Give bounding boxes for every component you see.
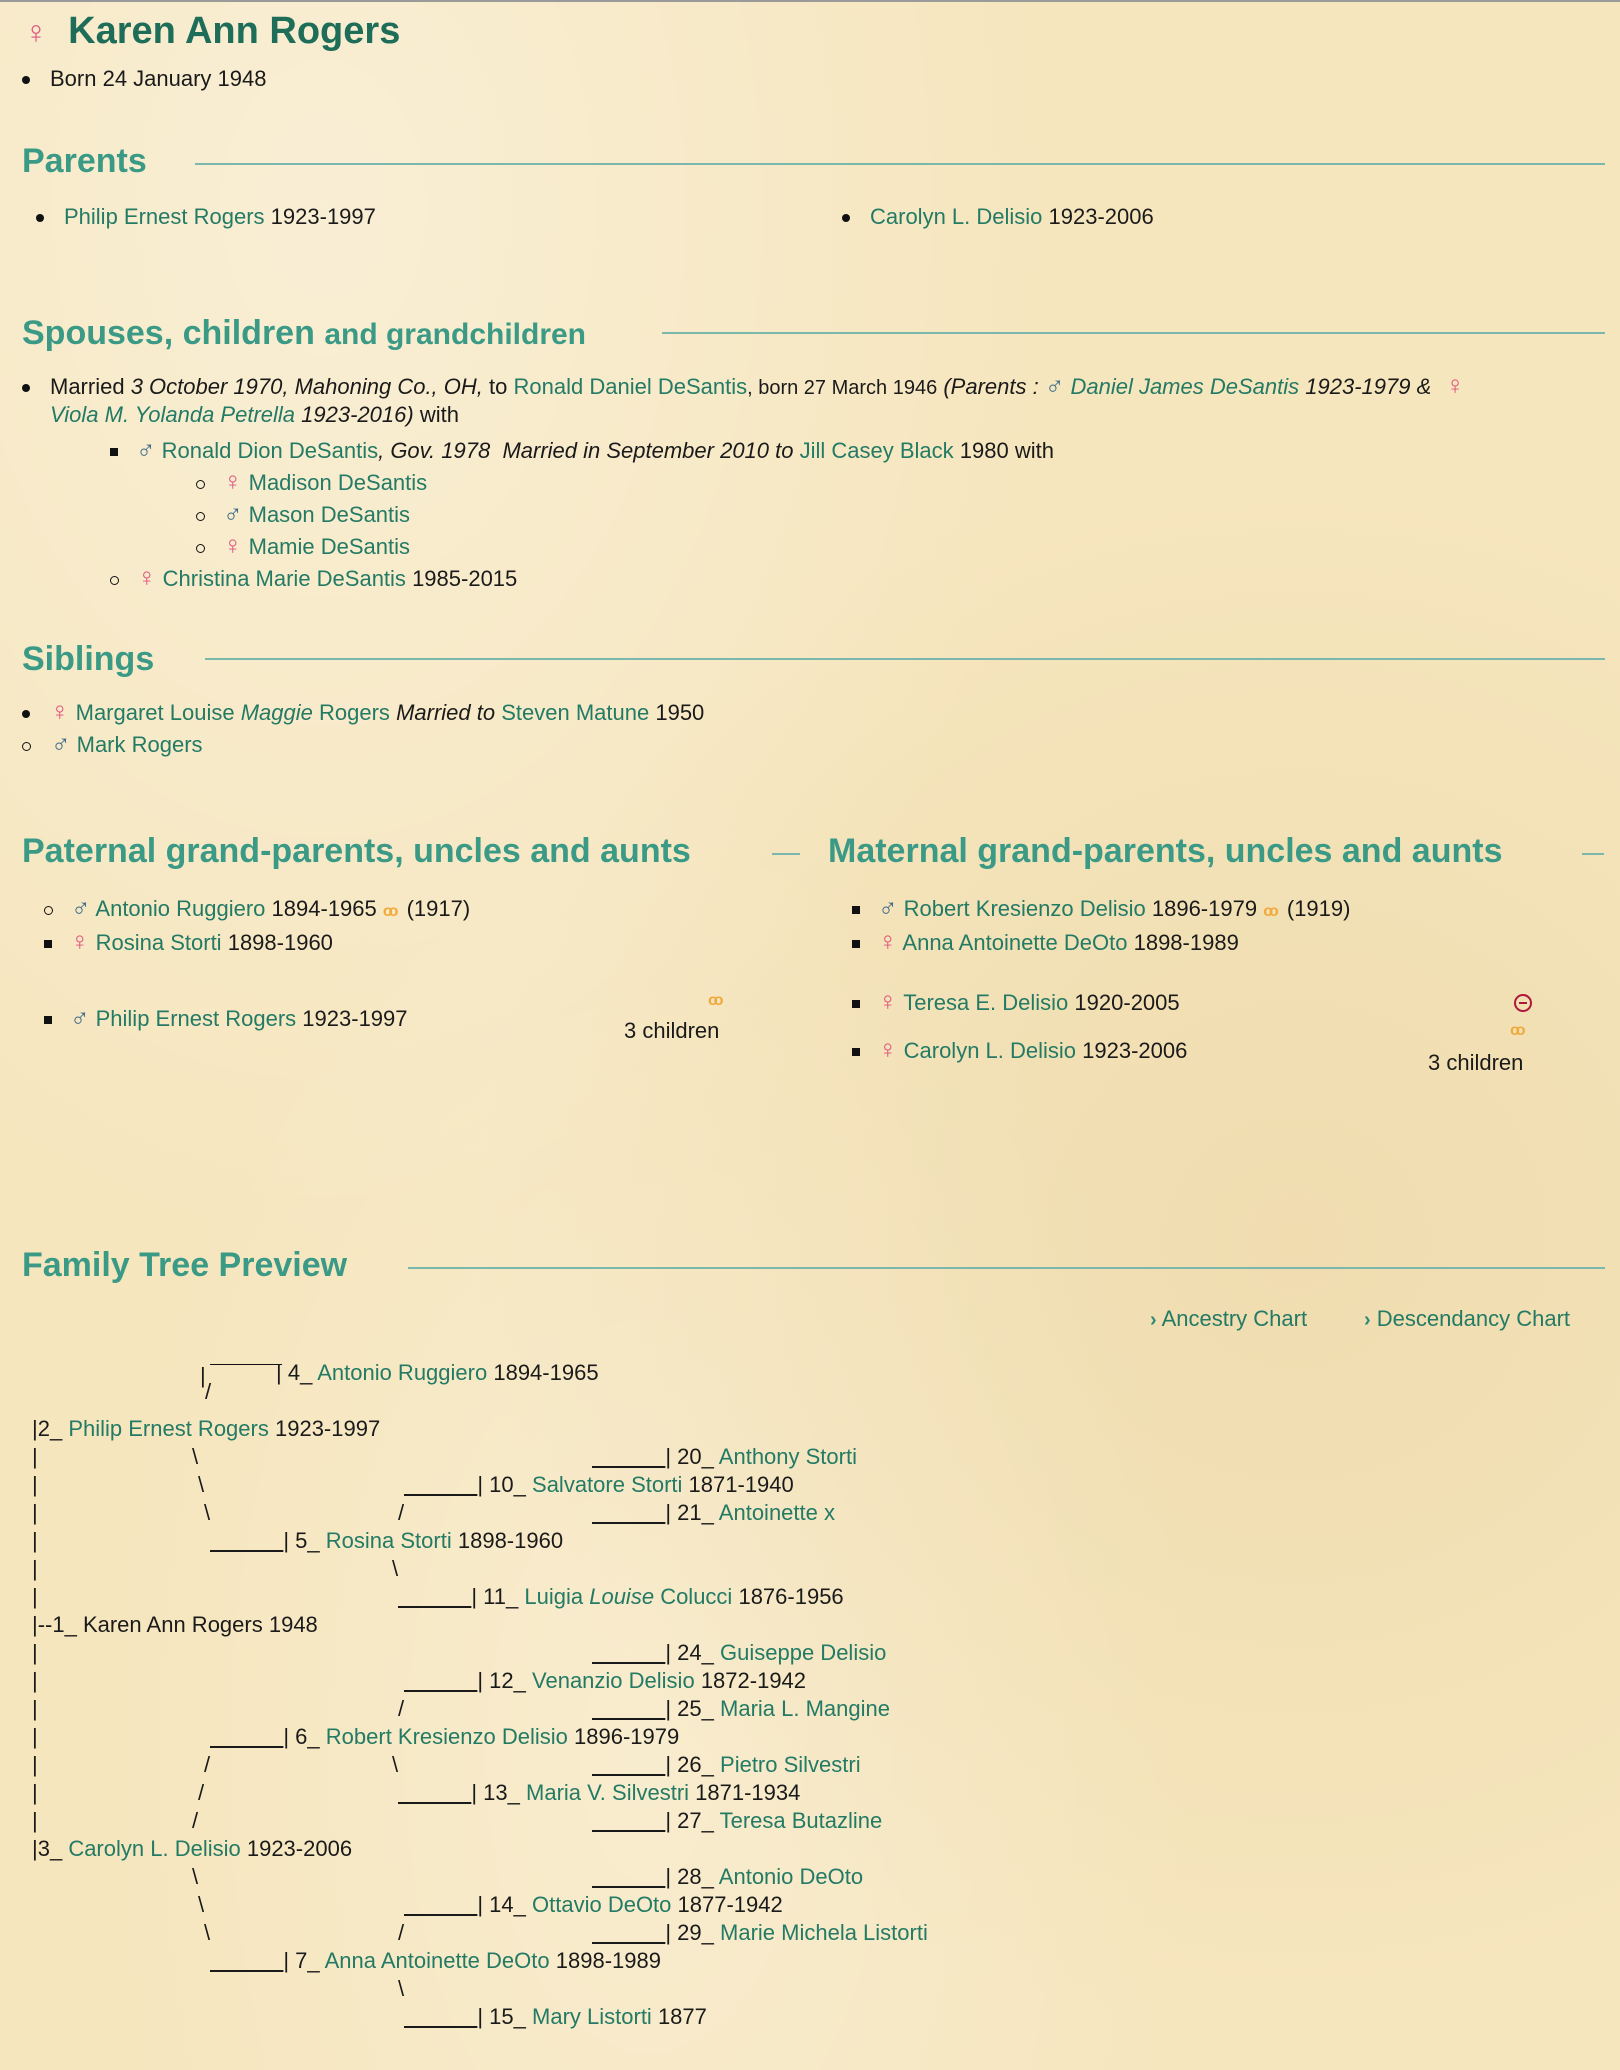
tree-branch: | [32, 1668, 38, 1693]
mother-link[interactable]: Carolyn L. Delisio [870, 204, 1043, 229]
tree-person-link[interactable]: Salvatore Storti [532, 1472, 683, 1497]
tree-branch: | [32, 1528, 38, 1553]
chevron-right-icon: › [1150, 1309, 1157, 1331]
tree-dates: 1896-1979 [574, 1724, 680, 1749]
tree-branch: / [398, 1696, 405, 1721]
tree-branch: / [205, 1379, 212, 1404]
sibling-first: Margaret Louise [75, 700, 235, 725]
grandchild-link[interactable]: Mamie DeSantis [248, 534, 411, 559]
tree-person-link[interactable]: Pietro Silvestri [720, 1752, 861, 1777]
tree-node-27: | 27_ Teresa Butazline [665, 1808, 883, 1833]
father-dates: 1923-1997 [270, 204, 376, 229]
male-icon: ♂ [223, 498, 243, 528]
marriage-year: (1919) [1286, 896, 1351, 921]
tree-branch: | [32, 1500, 38, 1525]
bullet [852, 906, 860, 914]
grandchild-item [196, 466, 427, 497]
male-icon: ♂ [51, 728, 71, 758]
tree-branch: | [32, 1808, 38, 1833]
child-link[interactable]: Ronald Dion DeSantis [161, 438, 379, 463]
tree-dates: 1923-1997 [274, 1416, 381, 1441]
tree-person-link[interactable]: Carolyn L. Delisio [68, 1836, 241, 1861]
to-label: to [489, 374, 508, 399]
wedding-rings-icon: oo [382, 903, 395, 920]
divider [1582, 853, 1604, 855]
bullet [110, 448, 118, 456]
child-spouse-year: 1980 with [959, 438, 1054, 463]
tree-name-first: Luigia [524, 1584, 584, 1609]
tree-name-nick: Louise [589, 1584, 655, 1609]
bullet [44, 1016, 52, 1024]
tree-node-15: | 15_ Mary Listorti 1877 [477, 2004, 707, 2029]
tree-person-link[interactable]: Guiseppe Delisio [720, 1640, 887, 1665]
tree-node-29: | 29_ Marie Michela Listorti [665, 1920, 928, 1945]
spouse-father-name: Daniel James DeSantis [1070, 374, 1300, 399]
tree-node-14: | 14_ Ottavio DeOto 1877-1942 [477, 1892, 783, 1917]
child-dates: 1923-1997 [302, 1006, 408, 1031]
tree-branch: / [192, 1808, 199, 1833]
bullet [22, 76, 30, 84]
tree-node-5: | 5_ Rosina Storti 1898-1960 [283, 1528, 564, 1553]
birth-text: Born 24 January 1948 [50, 66, 267, 91]
sibling-last: Rogers [319, 700, 390, 725]
tree-person-link[interactable]: Robert Kresienzo Delisio [325, 1724, 568, 1749]
tree-branch: \ [204, 1920, 211, 1945]
parent-mother [842, 204, 1154, 230]
spouse-father-link[interactable] [1070, 374, 1299, 399]
tree-node-2: |2_ Philip Ernest Rogers 1923-1997 [32, 1416, 381, 1441]
bullet [196, 480, 205, 489]
female-icon: ♀ [878, 986, 898, 1016]
spouse-father-dates: 1923-1979 & [1305, 374, 1432, 399]
tree-branch: \ [192, 1444, 199, 1469]
spouse-born: , born 27 March 1946 [747, 377, 938, 399]
tree-node-28: | 28_ Antonio DeOto [665, 1864, 864, 1889]
child-married: Married in September 2010 to [502, 438, 794, 463]
grandparent-link[interactable]: Anna Antoinette DeOto [902, 930, 1128, 955]
child-link[interactable]: Teresa E. Delisio [903, 990, 1069, 1015]
descendancy-chart-label[interactable]: Descendancy Chart [1376, 1306, 1571, 1331]
tree-branch: | [32, 1444, 38, 1469]
paternal-grandfather [44, 892, 470, 923]
tree-branch: / [204, 1752, 211, 1777]
male-icon: ♂ [70, 1002, 90, 1032]
spouse-mother-link[interactable] [50, 402, 295, 427]
tree-branch: \ [192, 1864, 199, 1889]
tree-dates: 1923-2006 [246, 1836, 353, 1861]
tree-branch: \ [392, 1752, 399, 1777]
divider [205, 658, 1605, 660]
tree-node-12: | 12_ Venanzio Delisio 1872-1942 [477, 1668, 807, 1693]
maternal-grandfather [852, 892, 1350, 923]
tree-node-4: | 4_ Antonio Ruggiero 1894-1965 [276, 1360, 599, 1385]
tree-person-link[interactable]: Mary Listorti [532, 2004, 652, 2029]
female-icon: ♀ [223, 466, 243, 496]
tree-node-20: | 20_ Anthony Storti [665, 1444, 857, 1469]
female-icon: ♀ [1445, 370, 1465, 400]
child-item-2 [110, 562, 517, 593]
grandparent-link[interactable]: Robert Kresienzo Delisio [903, 896, 1146, 921]
birth-info [22, 66, 267, 92]
male-icon: ♂ [71, 892, 91, 922]
grandchild-link[interactable]: Madison DeSantis [248, 470, 428, 495]
female-icon: ♀ [878, 1034, 898, 1064]
wedding-rings-icon: oo [1263, 903, 1275, 920]
grandparent-dates: 1894-1965 [271, 896, 377, 921]
tree-name-last: Colucci [660, 1584, 733, 1609]
tree-person-link[interactable]: Marie Michela Listorti [720, 1920, 928, 1945]
tree-dates: 1876-1956 [738, 1584, 844, 1609]
ancestry-chart-link[interactable] [1150, 1306, 1307, 1332]
minus-icon [1514, 994, 1532, 1012]
tree-branch: | [32, 1724, 38, 1749]
male-icon: ♂ [136, 434, 156, 464]
bullet [110, 576, 119, 585]
ancestry-chart-label[interactable]: Ancestry Chart [1161, 1306, 1308, 1331]
grandparent-dates: 1898-1960 [227, 930, 333, 955]
bullet [842, 214, 850, 222]
section-parents: Parents [22, 142, 147, 180]
section-maternal: Maternal grand-parents, uncles and aunts [828, 832, 1503, 870]
bullet [22, 710, 30, 718]
tree-branch: \ [198, 1472, 205, 1497]
tree-branch: | [32, 1556, 38, 1581]
mother-dates: 1923-2006 [1048, 204, 1154, 229]
female-icon: ♀ [50, 696, 70, 726]
children-count: 3 children [1428, 1050, 1524, 1075]
tree-branch: / [198, 1780, 205, 1805]
sibling-nick: Maggie [240, 700, 313, 725]
female-icon: ♀ [137, 562, 157, 592]
divider [195, 163, 1605, 165]
children-count: 3 children [624, 1018, 720, 1043]
bullet [44, 940, 52, 948]
maternal-child [852, 1034, 1187, 1065]
tree-person-link[interactable]: Rosina Storti [325, 1528, 452, 1553]
minus-circle-icon[interactable] [1514, 992, 1532, 1018]
tree-person-link[interactable] [524, 1584, 732, 1609]
child-spouse-link[interactable]: Jill Casey Black [799, 438, 954, 463]
bullet [196, 544, 205, 553]
child-link[interactable]: Carolyn L. Delisio [903, 1038, 1077, 1063]
tree-person-link[interactable]: Venanzio Delisio [532, 1668, 695, 1693]
tree-branch: / [398, 1920, 405, 1945]
tree-branch: \ [198, 1892, 205, 1917]
paternal-grandmother [44, 926, 333, 957]
marriage-year: (1917) [406, 896, 471, 921]
spouse-mother-name: Viola M. Yolanda Petrella [50, 402, 296, 427]
tree-node-24: | 24_ Guiseppe Delisio [665, 1640, 887, 1665]
bullet [22, 742, 31, 751]
tree-dates: 1872-1942 [700, 1668, 807, 1693]
grandparent-dates: 1896-1979 [1151, 896, 1258, 921]
female-icon: ♀ [24, 14, 48, 50]
tree-person-link[interactable]: Antoinette x [718, 1500, 835, 1525]
tree-branch: \ [398, 1976, 405, 2001]
sibling-spouse-year: 1950 [655, 700, 705, 725]
female-icon: ♀ [70, 926, 90, 956]
maternal-grandmother [852, 926, 1239, 957]
tree-person-link[interactable]: Teresa Butazline [719, 1808, 883, 1833]
tree-branch: | [32, 1472, 38, 1497]
spouse-link[interactable]: Ronald Daniel DeSantis [513, 374, 748, 399]
tree-person-link[interactable]: Antonio Ruggiero [317, 1360, 488, 1385]
bullet [36, 214, 44, 222]
grandchild-item [196, 530, 410, 561]
section-spouses-a: Spouses, children [22, 314, 315, 352]
child-dates: 1985-2015 [412, 566, 518, 591]
marriage-date-place: 3 October 1970, Mahoning Co., OH, [130, 374, 483, 399]
tree-node-1: |--1_ Karen Ann Rogers 1948 [32, 1612, 318, 1637]
sibling-spouse-link[interactable]: Steven Matune [501, 700, 650, 725]
tree-dates: 1877 [657, 2004, 707, 2029]
grandparent-link[interactable]: Antonio Ruggiero [95, 896, 266, 921]
tree-node-11: | 11_ Luigia Louise Colucci 1876-1956 [471, 1584, 844, 1609]
tree-person-link[interactable]: Ottavio DeOto [532, 1892, 672, 1917]
male-icon: ♂ [878, 892, 898, 922]
tree-person-link[interactable]: Maria V. Silvestri [526, 1780, 690, 1805]
divider [408, 1267, 1605, 1269]
tree-dates: 1871-1940 [688, 1472, 794, 1497]
divider [662, 332, 1605, 334]
maternal-child [852, 986, 1180, 1017]
descendancy-chart-link[interactable] [1364, 1306, 1570, 1332]
sibling-item [22, 728, 203, 759]
tree-node-21: | 21_ Antoinette x [665, 1500, 835, 1525]
tree-dates: 1898-1989 [555, 1948, 661, 1973]
parent-father [36, 204, 376, 230]
child-dates: 1920-2005 [1074, 990, 1180, 1015]
divider [772, 853, 800, 855]
wedding-rings-icon[interactable]: oo [1510, 1022, 1522, 1039]
paternal-child [44, 1002, 408, 1033]
tree-branch: \ [204, 1500, 211, 1525]
parents-label: (Parents : [943, 374, 1039, 399]
section-spouses [22, 314, 586, 353]
sibling-married: Married to [396, 700, 496, 725]
bullet [196, 512, 205, 521]
chevron-right-icon: › [1364, 1309, 1371, 1331]
tree-branch: / [398, 1500, 405, 1525]
child-link[interactable]: Christina Marie DeSantis [162, 566, 406, 591]
female-icon: ♀ [878, 926, 898, 956]
tree-node-7: | 7_ Anna Antoinette DeOto 1898-1989 [283, 1948, 661, 1973]
tree-node-3: |3_ Carolyn L. Delisio 1923-2006 [32, 1836, 353, 1861]
tree-branch: | [32, 1584, 38, 1609]
tree-node-13: | 13_ Maria V. Silvestri 1871-1934 [471, 1780, 801, 1805]
person-header [24, 10, 400, 53]
tree-dates: 1877-1942 [677, 1892, 783, 1917]
tree-node-6: | 6_ Robert Kresienzo Delisio 1896-1979 [283, 1724, 680, 1749]
section-paternal: Paternal grand-parents, uncles and aunts [22, 832, 691, 870]
child-title: , Gov. 1978 [378, 438, 491, 463]
tree-branch: | [200, 1363, 206, 1388]
tree-branch: | [32, 1640, 38, 1665]
tree-dates: 1894-1965 [493, 1360, 599, 1385]
bullet [852, 940, 860, 948]
spouse-mother-dates: 1923-2016) [301, 402, 414, 427]
with-label: with [419, 402, 459, 427]
tree-person-link[interactable]: Antonio DeOto [718, 1864, 864, 1889]
child-dates: 1923-2006 [1082, 1038, 1188, 1063]
child-item-1 [110, 434, 1054, 465]
bullet [852, 1000, 860, 1008]
tree-person-link[interactable]: Philip Ernest Rogers [68, 1416, 269, 1441]
bullet [44, 906, 53, 915]
tree-dates: 1871-1934 [695, 1780, 801, 1805]
bullet [852, 1048, 860, 1056]
bullet [22, 384, 30, 392]
tree-person-link[interactable]: Anthony Storti [718, 1444, 857, 1469]
tree-branch: \ [392, 1556, 399, 1581]
male-icon: ♂ [1044, 370, 1065, 400]
grandparent-dates: 1898-1989 [1133, 930, 1239, 955]
section-spouses-b: and grandchildren [324, 318, 587, 351]
sibling-link[interactable]: Mark Rogers [76, 732, 203, 757]
female-icon: ♀ [223, 530, 243, 560]
tree-person-link[interactable]: Maria L. Mangine [720, 1696, 890, 1721]
tree-branch: | [32, 1780, 38, 1805]
tree-node-25: | 25_ Maria L. Mangine [665, 1696, 890, 1721]
tree-branch: | [32, 1752, 38, 1777]
page-title: Karen Ann Rogers [68, 10, 401, 52]
father-link[interactable]: Philip Ernest Rogers [64, 204, 265, 229]
tree-person-link[interactable]: Anna Antoinette DeOto [324, 1948, 550, 1973]
grandchild-item [196, 498, 410, 529]
tree-dates: 1898-1960 [457, 1528, 564, 1553]
sibling-link[interactable] [76, 700, 390, 725]
marriage-line-2 [50, 402, 459, 428]
sibling-item [22, 696, 704, 727]
married-label: Married [50, 374, 125, 399]
grandparent-link[interactable]: Rosina Storti [95, 930, 222, 955]
section-siblings: Siblings [22, 640, 155, 678]
grandchild-link[interactable]: Mason DeSantis [248, 502, 411, 527]
wedding-rings-icon[interactable]: oo [708, 992, 720, 1009]
tree-node-26: | 26_ Pietro Silvestri [665, 1752, 861, 1777]
tree-branch: | [32, 1696, 38, 1721]
section-preview: Family Tree Preview [22, 1246, 348, 1284]
tree-node-10: | 10_ Salvatore Storti 1871-1940 [477, 1472, 794, 1497]
marriage-line [22, 370, 1465, 401]
child-link[interactable]: Philip Ernest Rogers [95, 1006, 297, 1031]
